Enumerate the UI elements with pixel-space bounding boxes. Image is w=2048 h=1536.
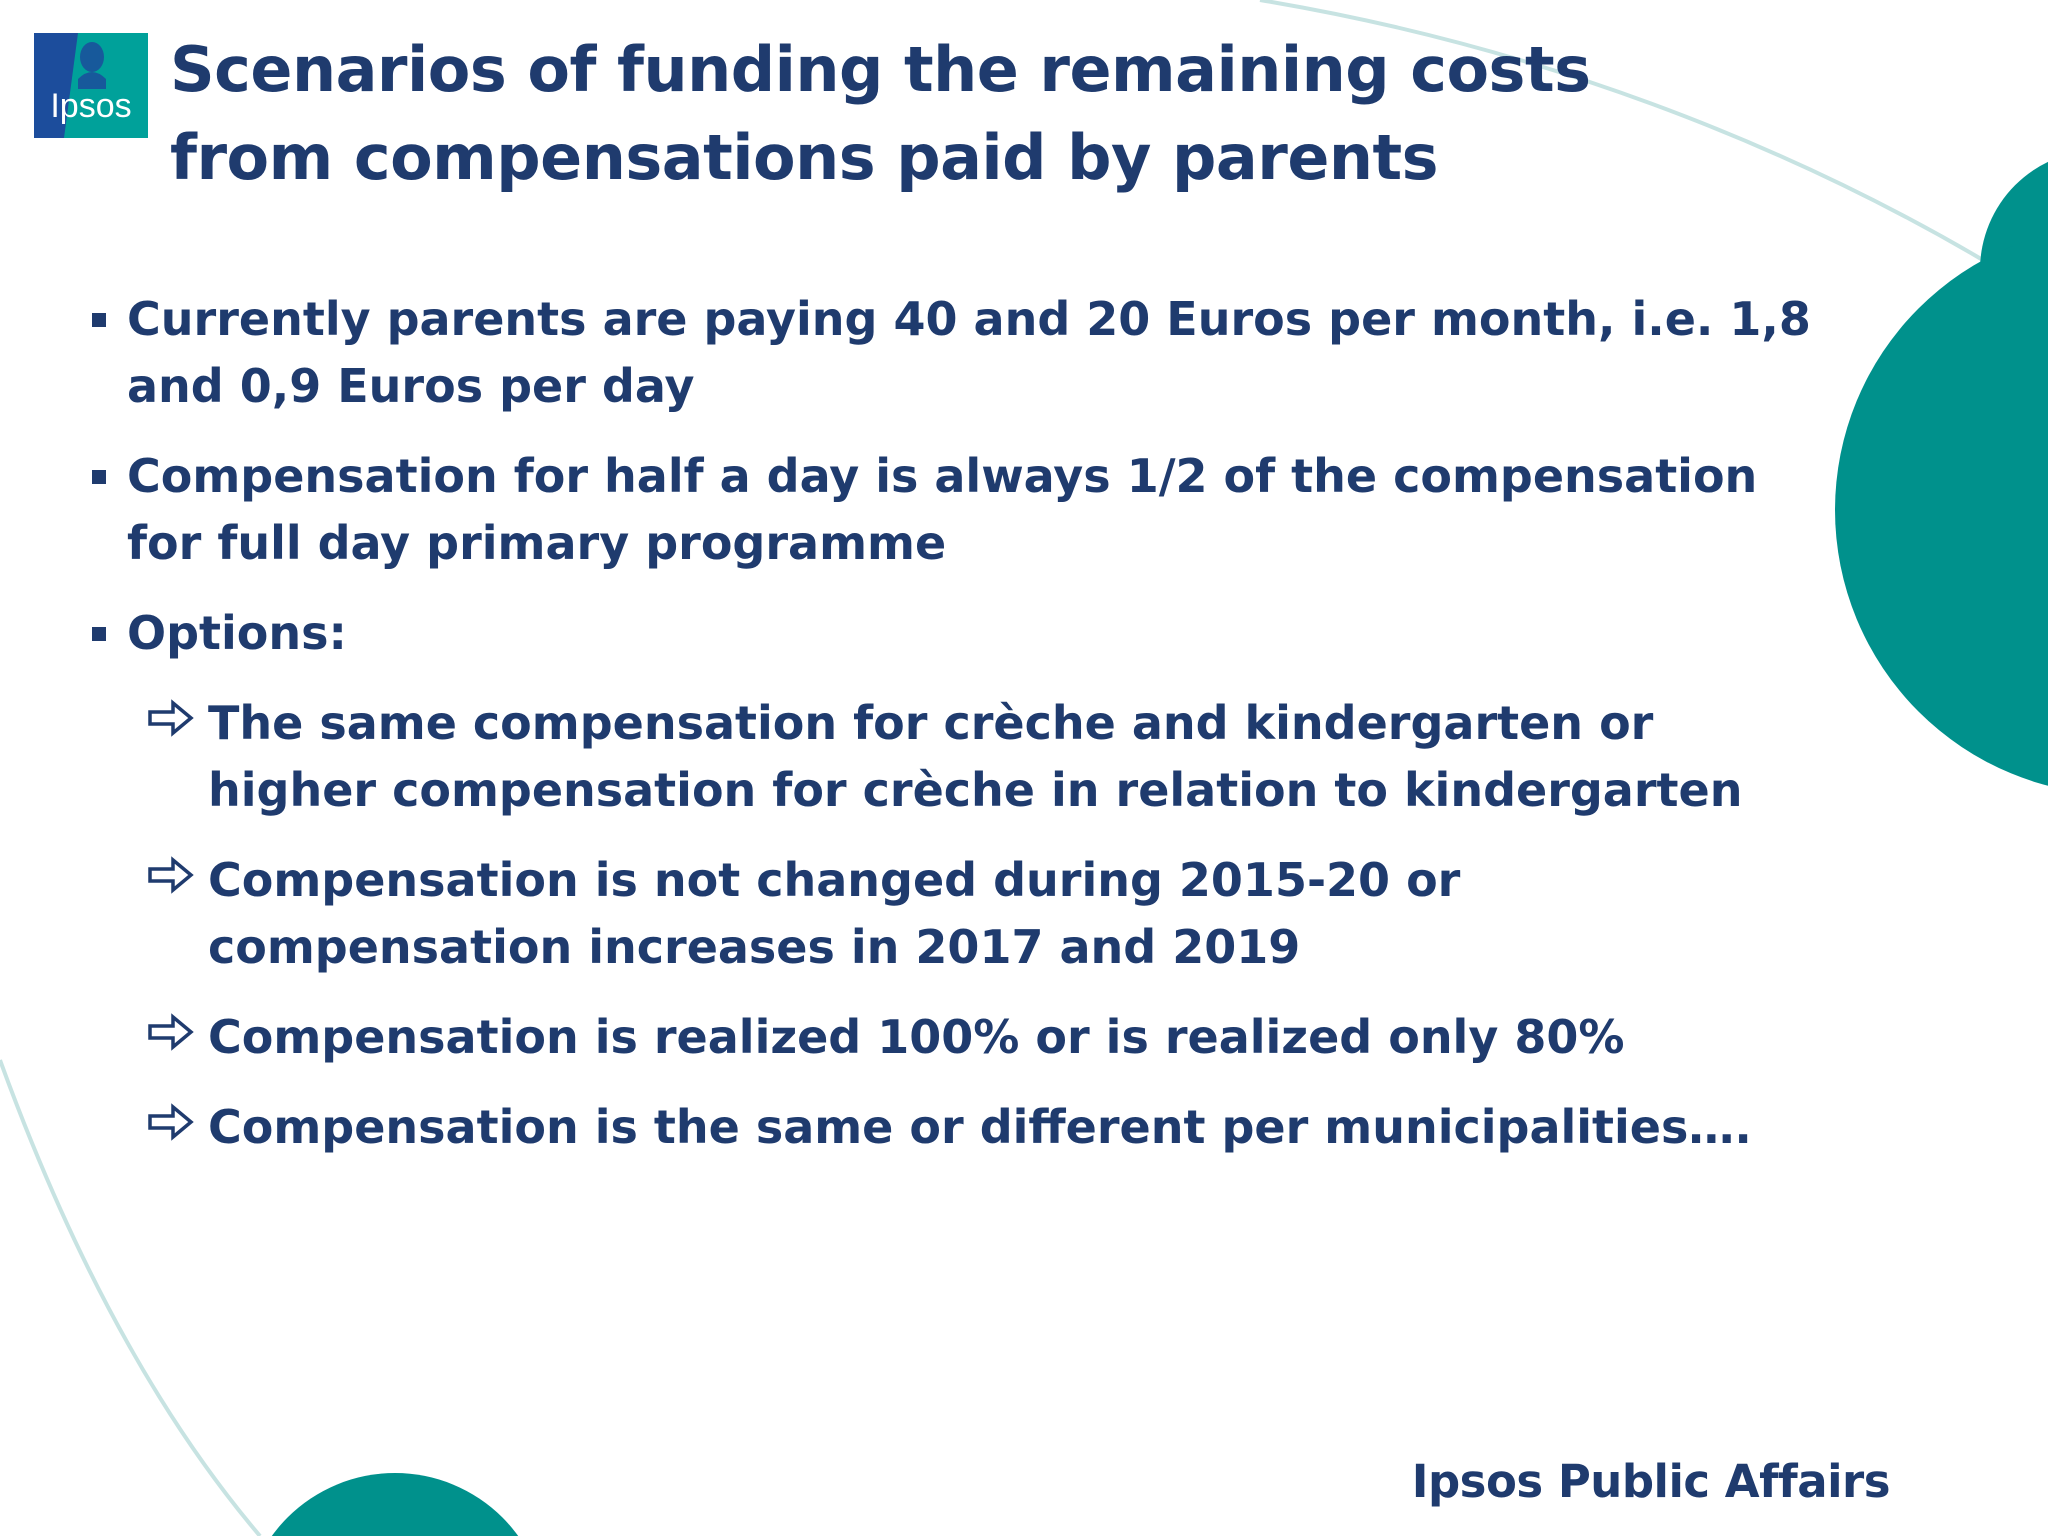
bullet-item	[90, 286, 1830, 420]
slide-content	[90, 286, 1830, 1184]
ipsos-logo	[34, 33, 148, 138]
slide-title: Scenarios of funding the remaining costs from compensations paid by parents	[170, 33, 1591, 194]
bullet-item	[90, 600, 1830, 1161]
options-list	[147, 690, 1830, 1161]
footer-brand: Ipsos Public Affairs	[1411, 1455, 1890, 1508]
bottom-circle	[243, 1473, 547, 1536]
option-text: The same compensation for crèche and kindergarten or higher compensation for crèche in relation to kindergarten	[208, 696, 1743, 817]
bullet-text: Options:	[127, 606, 347, 660]
bullet-item	[90, 443, 1830, 577]
bullet-list	[90, 286, 1830, 1161]
option-item	[147, 1004, 1830, 1071]
right-large-circle	[1835, 225, 2048, 795]
arrow-right-icon	[147, 1102, 195, 1142]
option-text: Compensation is not changed during 2015-20 or compensation increases in 2017 and 2019	[208, 853, 1461, 974]
arrow-right-icon	[147, 698, 195, 738]
option-item	[147, 847, 1830, 981]
arrow-right-icon	[147, 855, 195, 895]
square-bullet-icon	[92, 627, 106, 641]
option-text: Compensation is the same or different per municipalities….	[208, 1100, 1752, 1154]
square-bullet-icon	[92, 470, 106, 484]
bullet-text: Compensation for half a day is always 1/2 of the compensation for full day primary programme	[127, 449, 1758, 570]
option-text: Compensation is realized 100% or is realized only 80%	[208, 1010, 1625, 1064]
option-item	[147, 1094, 1830, 1161]
square-bullet-icon	[92, 313, 106, 327]
logo-wordmark: Ipsos	[50, 87, 132, 125]
bullet-text: Currently parents are paying 40 and 20 Euros per month, i.e. 1,8 and 0,9 Euros per day	[127, 292, 1811, 413]
arrow-right-icon	[147, 1012, 195, 1052]
option-item	[147, 690, 1830, 824]
